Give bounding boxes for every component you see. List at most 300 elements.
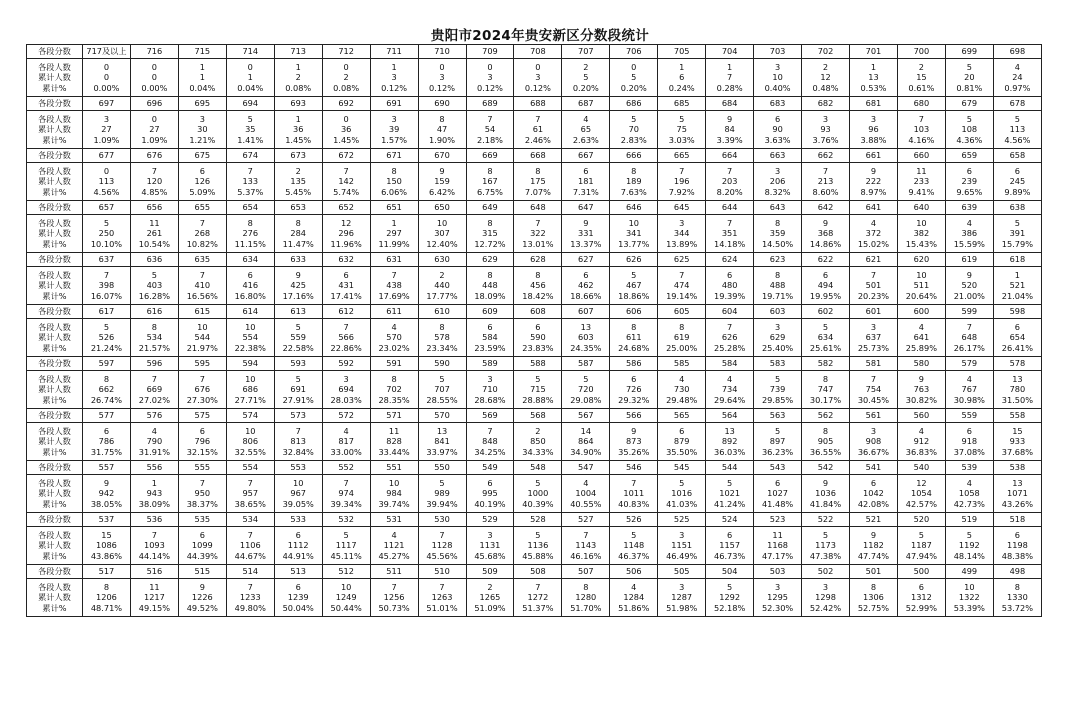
stats-cell <box>754 215 802 253</box>
score-cell: 515 <box>178 565 226 579</box>
segment-count: 5 <box>631 269 637 280</box>
cumulative-percent: 0.28% <box>716 82 743 93</box>
stats-cell <box>322 423 370 461</box>
stats-cell <box>370 163 418 201</box>
cumulative-percent: 12.72% <box>474 238 506 249</box>
segment-count: 3 <box>774 321 781 332</box>
stats-cell <box>226 371 274 409</box>
segment-count: 6 <box>103 425 110 436</box>
cumulative-count: 30 <box>197 124 208 135</box>
cumulative-percent: 34.25% <box>474 446 506 457</box>
score-cell: 595 <box>178 357 226 371</box>
stats-cell <box>178 163 226 201</box>
stats-cell <box>562 371 610 409</box>
score-cell: 679 <box>945 97 993 111</box>
segment-count: 6 <box>966 165 972 176</box>
segment-count: 7 <box>487 113 493 124</box>
cumulative-percent: 19.95% <box>809 290 842 301</box>
score-cell: 611 <box>370 305 418 319</box>
segment-count: 4 <box>391 529 397 540</box>
cumulative-percent: 21.57% <box>138 342 171 353</box>
segment-count: 9 <box>103 477 110 488</box>
row-label-stats <box>27 423 83 461</box>
cumulative-percent: 0.48% <box>812 82 839 93</box>
cumulative-percent: 38.05% <box>90 498 123 509</box>
stats-cell <box>802 59 850 97</box>
stats-cell <box>610 319 658 357</box>
score-cell: 592 <box>322 357 370 371</box>
score-cell: 552 <box>322 461 370 475</box>
cumulative-count: 10 <box>772 72 783 83</box>
stats-cell <box>754 163 802 201</box>
cumulative-count: 126 <box>194 176 211 187</box>
cumulative-percent: 3.76% <box>812 134 839 145</box>
cumulative-count: 206 <box>769 176 786 187</box>
score-cell: 673 <box>274 149 322 163</box>
cumulative-count: 96 <box>868 124 879 135</box>
segment-count: 9 <box>822 477 829 488</box>
cumulative-count: 984 <box>386 488 402 499</box>
score-header-row <box>27 409 1042 423</box>
segment-count: 1 <box>391 217 397 228</box>
cumulative-percent: 4.85% <box>141 186 168 197</box>
cumulative-count: 120 <box>146 176 163 187</box>
cumulative-percent: 18.66% <box>570 290 602 301</box>
stats-cell <box>178 111 226 149</box>
score-cell: 614 <box>226 305 274 319</box>
score-cell: 572 <box>322 409 370 423</box>
score-cell: 693 <box>274 97 322 111</box>
segment-count: 5 <box>966 113 972 124</box>
cumulative-percent: 4.56% <box>1004 134 1031 145</box>
segment-count: 4 <box>727 373 733 384</box>
cumulative-count: 213 <box>817 176 834 187</box>
cumulative-percent: 7.31% <box>572 186 599 197</box>
cumulative-count: 315 <box>482 228 498 239</box>
segment-count: 8 <box>822 373 829 384</box>
stats-cell <box>178 579 226 617</box>
cumulative-count: 456 <box>530 280 546 291</box>
score-cell: 520 <box>897 513 945 527</box>
score-cell: 609 <box>466 305 514 319</box>
cumulative-percent: 45.27% <box>378 550 410 561</box>
cumulative-percent: 20.23% <box>857 290 890 301</box>
segment-count: 6 <box>199 529 205 540</box>
cumulative-count: 103 <box>913 124 930 135</box>
segment-count: 7 <box>295 425 301 436</box>
segment-count: 13 <box>1012 373 1023 384</box>
stats-cell <box>418 215 466 253</box>
cumulative-percent: 29.08% <box>570 394 602 405</box>
score-cell: 627 <box>562 253 610 267</box>
segment-count: 7 <box>822 165 829 176</box>
cumulative-count: 386 <box>961 228 978 239</box>
stats-cell <box>466 319 514 357</box>
row-label-line: 各段人数 <box>38 581 71 592</box>
count-data-row <box>27 267 1042 305</box>
stats-cell <box>274 579 322 617</box>
row-label-score: 各段分数 <box>27 461 83 475</box>
cumulative-count: 957 <box>242 488 259 499</box>
cumulative-percent: 12.40% <box>426 238 458 249</box>
cumulative-percent: 39.94% <box>426 498 458 509</box>
stats-cell <box>562 215 610 253</box>
stats-cell <box>610 475 658 513</box>
cumulative-count: 6 <box>679 72 685 83</box>
stats-cell <box>658 163 706 201</box>
cumulative-percent: 29.64% <box>714 394 746 405</box>
row-label-score: 各段分数 <box>27 513 83 527</box>
segment-count: 5 <box>774 425 781 436</box>
row-label-score: 各段分数 <box>27 409 83 423</box>
stats-cell <box>466 215 514 253</box>
count-data-row <box>27 163 1042 201</box>
score-header-row <box>27 97 1042 111</box>
segment-count: 7 <box>870 373 877 384</box>
stats-cell <box>83 319 131 357</box>
score-cell: 545 <box>658 461 706 475</box>
stats-cell <box>897 319 945 357</box>
stats-cell <box>610 371 658 409</box>
cumulative-count: 1086 <box>96 540 117 551</box>
stats-cell <box>178 319 226 357</box>
cumulative-count: 950 <box>194 488 211 499</box>
cumulative-count: 431 <box>338 280 354 291</box>
stats-cell <box>130 215 178 253</box>
row-label-line: 累计人数 <box>38 72 71 83</box>
score-cell: 656 <box>130 201 178 215</box>
stats-cell <box>514 423 562 461</box>
cumulative-percent: 17.77% <box>426 290 458 301</box>
cumulative-percent: 1.41% <box>237 134 264 145</box>
score-cell: 586 <box>610 357 658 371</box>
cumulative-percent: 0.12% <box>381 82 408 93</box>
score-cell: 671 <box>370 149 418 163</box>
row-label-line: 累计人数 <box>38 592 71 603</box>
score-cell: 650 <box>418 201 466 215</box>
stats-cell <box>322 475 370 513</box>
score-cell: 558 <box>993 409 1041 423</box>
stats-cell <box>514 475 562 513</box>
cumulative-count: 359 <box>769 228 786 239</box>
stats-cell <box>658 319 706 357</box>
score-cell: 531 <box>370 513 418 527</box>
stats-cell <box>658 527 706 565</box>
stats-cell <box>610 215 658 253</box>
cumulative-count: 391 <box>1009 228 1026 239</box>
segment-count: 2 <box>295 165 301 176</box>
score-cell: 597 <box>83 357 131 371</box>
stats-cell <box>514 215 562 253</box>
segment-count: 8 <box>583 581 589 592</box>
score-cell: 638 <box>993 201 1041 215</box>
cumulative-count: 1157 <box>719 540 741 551</box>
cumulative-count: 425 <box>290 280 307 291</box>
cumulative-percent: 28.68% <box>474 394 506 405</box>
stats-cell <box>850 319 898 357</box>
stats-cell <box>418 163 466 201</box>
segment-count: 6 <box>1014 321 1021 332</box>
cumulative-count: 268 <box>194 228 211 239</box>
cumulative-count: 520 <box>961 280 978 291</box>
score-cell: 542 <box>802 461 850 475</box>
cumulative-count: 13 <box>868 72 879 83</box>
cumulative-count: 84 <box>724 124 735 135</box>
score-cell: 712 <box>322 45 370 59</box>
score-cell: 621 <box>850 253 898 267</box>
cumulative-count: 1292 <box>719 592 741 603</box>
segment-count: 3 <box>822 113 829 124</box>
cumulative-count: 480 <box>721 280 738 291</box>
segment-count: 8 <box>247 217 253 228</box>
cumulative-count: 686 <box>242 384 259 395</box>
score-cell: 554 <box>226 461 274 475</box>
score-cell: 662 <box>802 149 850 163</box>
score-cell: 556 <box>130 461 178 475</box>
cumulative-percent: 6.06% <box>381 186 408 197</box>
segment-count: 4 <box>966 373 972 384</box>
stats-cell <box>418 579 466 617</box>
stats-cell <box>706 59 754 97</box>
stats-cell <box>130 267 178 305</box>
segment-count: 13 <box>724 425 735 436</box>
cumulative-count: 113 <box>98 176 115 187</box>
cumulative-percent: 28.55% <box>426 394 458 405</box>
cumulative-percent: 22.38% <box>234 342 266 353</box>
cumulative-percent: 41.03% <box>666 498 698 509</box>
row-label-line: 累计人数 <box>38 124 71 135</box>
segment-count: 7 <box>199 477 205 488</box>
score-cell: 549 <box>466 461 514 475</box>
cumulative-count: 65 <box>580 124 592 135</box>
cumulative-count: 578 <box>434 332 450 343</box>
score-cell: 664 <box>706 149 754 163</box>
cumulative-count: 850 <box>530 436 546 447</box>
cumulative-count: 1000 <box>527 488 549 499</box>
cumulative-count: 739 <box>769 384 786 395</box>
segment-count: 7 <box>870 269 877 280</box>
score-cell: 585 <box>658 357 706 371</box>
segment-count: 3 <box>870 425 877 436</box>
row-label-stats <box>27 111 83 149</box>
stats-cell <box>706 111 754 149</box>
cumulative-percent: 39.34% <box>330 498 362 509</box>
cumulative-count: 1265 <box>479 592 501 603</box>
segment-count: 0 <box>103 61 110 72</box>
score-cell: 536 <box>130 513 178 527</box>
score-cell: 555 <box>178 461 226 475</box>
segment-count: 1 <box>870 61 877 72</box>
stats-cell <box>897 423 945 461</box>
segment-count: 9 <box>631 425 637 436</box>
stats-cell <box>83 475 131 513</box>
row-label-stats <box>27 163 83 201</box>
segment-count: 6 <box>487 477 493 488</box>
score-cell: 701 <box>850 45 898 59</box>
cumulative-percent: 30.17% <box>809 394 842 405</box>
segment-count: 5 <box>679 113 685 124</box>
score-cell: 630 <box>418 253 466 267</box>
stats-cell <box>370 111 418 149</box>
segment-count: 6 <box>1014 529 1021 540</box>
stats-cell <box>322 527 370 565</box>
score-header-row <box>27 45 1042 59</box>
cumulative-percent: 0.12% <box>524 82 551 93</box>
score-cell: 582 <box>802 357 850 371</box>
cumulative-count: 167 <box>482 176 498 187</box>
cumulative-percent: 33.00% <box>330 446 362 457</box>
segment-count: 6 <box>295 581 301 592</box>
stats-cell <box>562 319 610 357</box>
cumulative-count: 1206 <box>96 592 117 603</box>
row-label-line: 累计% <box>42 238 67 249</box>
cumulative-percent: 0.00% <box>141 82 168 93</box>
score-cell: 526 <box>610 513 658 527</box>
segment-count: 7 <box>391 581 397 592</box>
cumulative-count: 1280 <box>575 592 597 603</box>
cumulative-percent: 40.83% <box>618 498 650 509</box>
cumulative-count: 75 <box>676 124 687 135</box>
score-cell: 666 <box>610 149 658 163</box>
cumulative-percent: 11.99% <box>378 238 410 249</box>
score-cell: 618 <box>993 253 1041 267</box>
score-cell: 711 <box>370 45 418 59</box>
score-cell: 713 <box>274 45 322 59</box>
cumulative-percent: 42.08% <box>857 498 890 509</box>
segment-count: 1 <box>727 61 733 72</box>
cumulative-count: 1256 <box>383 592 405 603</box>
segment-count: 1 <box>1014 269 1021 280</box>
cumulative-count: 7 <box>727 72 733 83</box>
cumulative-percent: 41.48% <box>761 498 794 509</box>
stats-cell <box>130 475 178 513</box>
segment-count: 3 <box>487 373 493 384</box>
stats-cell <box>418 475 466 513</box>
segment-count: 5 <box>631 529 637 540</box>
score-cell: 632 <box>322 253 370 267</box>
score-cell: 589 <box>466 357 514 371</box>
segment-count: 9 <box>583 217 589 228</box>
score-cell: 566 <box>610 409 658 423</box>
segment-count: 8 <box>487 269 493 280</box>
stats-cell <box>83 267 131 305</box>
segment-count: 5 <box>439 477 445 488</box>
cumulative-count: 654 <box>1009 332 1026 343</box>
stats-cell <box>850 371 898 409</box>
cumulative-count: 1136 <box>527 540 549 551</box>
stats-cell <box>418 371 466 409</box>
cumulative-count: 36 <box>340 124 352 135</box>
score-cell: 684 <box>706 97 754 111</box>
cumulative-percent: 13.89% <box>666 238 698 249</box>
row-label-line: 各段人数 <box>38 269 71 280</box>
row-label-score: 各段分数 <box>27 201 83 215</box>
segment-count: 11 <box>772 529 783 540</box>
cumulative-percent: 1.09% <box>141 134 168 145</box>
stats-cell <box>370 59 418 97</box>
cumulative-count: 879 <box>673 436 690 447</box>
segment-count: 4 <box>151 425 158 436</box>
segment-count: 0 <box>247 61 253 72</box>
segment-count: 8 <box>103 581 110 592</box>
cumulative-percent: 53.72% <box>1001 602 1034 613</box>
cumulative-percent: 0.04% <box>189 82 216 93</box>
segment-count: 8 <box>870 581 877 592</box>
row-label-score: 各段分数 <box>27 253 83 267</box>
score-cell: 695 <box>178 97 226 111</box>
cumulative-count: 662 <box>98 384 115 395</box>
segment-count: 9 <box>918 373 925 384</box>
stats-cell <box>610 267 658 305</box>
segment-count: 3 <box>822 581 829 592</box>
cumulative-count: 669 <box>146 384 163 395</box>
cumulative-count: 1143 <box>575 540 597 551</box>
row-label-line: 各段人数 <box>38 425 71 436</box>
stats-cell <box>514 527 562 565</box>
cumulative-count: 39 <box>388 124 400 135</box>
row-label-line: 各段人数 <box>38 529 71 540</box>
cumulative-count: 3 <box>391 72 397 83</box>
cumulative-count: 189 <box>625 176 642 187</box>
cumulative-percent: 42.57% <box>905 498 938 509</box>
cumulative-percent: 1.21% <box>189 134 216 145</box>
score-cell: 508 <box>514 565 562 579</box>
cumulative-percent: 19.71% <box>761 290 794 301</box>
cumulative-percent: 28.88% <box>522 394 554 405</box>
row-label-line: 累计人数 <box>38 228 71 239</box>
segment-count: 10 <box>245 425 256 436</box>
cumulative-percent: 15.59% <box>953 238 985 249</box>
cumulative-percent: 46.37% <box>618 550 650 561</box>
stats-cell <box>993 111 1041 149</box>
segment-count: 8 <box>439 113 445 124</box>
stats-cell <box>658 59 706 97</box>
stats-cell <box>418 319 466 357</box>
cumulative-count: 1016 <box>671 488 693 499</box>
score-cell: 553 <box>274 461 322 475</box>
segment-count: 8 <box>774 269 781 280</box>
stats-cell <box>754 527 802 565</box>
cumulative-count: 27 <box>101 124 112 135</box>
segment-count: 8 <box>391 373 397 384</box>
score-cell: 700 <box>897 45 945 59</box>
segment-count: 13 <box>580 321 592 332</box>
stats-cell <box>802 319 850 357</box>
stats-cell <box>897 371 945 409</box>
segment-count: 7 <box>583 529 589 540</box>
stats-cell <box>562 527 610 565</box>
stats-cell <box>945 59 993 97</box>
cumulative-percent: 8.60% <box>812 186 839 197</box>
stats-cell <box>993 371 1041 409</box>
count-data-row <box>27 527 1042 565</box>
stats-cell <box>130 579 178 617</box>
cumulative-percent: 21.04% <box>1001 290 1034 301</box>
cumulative-count: 1036 <box>815 488 836 499</box>
cumulative-percent: 35.50% <box>666 446 698 457</box>
row-label-line: 累计% <box>42 290 67 301</box>
segment-count: 5 <box>774 373 781 384</box>
segment-count: 0 <box>439 61 445 72</box>
segment-count: 1 <box>199 61 205 72</box>
cumulative-percent: 36.67% <box>857 446 890 457</box>
stats-cell <box>754 319 802 357</box>
cumulative-percent: 2.46% <box>524 134 551 145</box>
segment-count: 1 <box>295 61 301 72</box>
cumulative-percent: 31.91% <box>138 446 171 457</box>
score-cell: 610 <box>418 305 466 319</box>
cumulative-count: 1217 <box>143 592 165 603</box>
